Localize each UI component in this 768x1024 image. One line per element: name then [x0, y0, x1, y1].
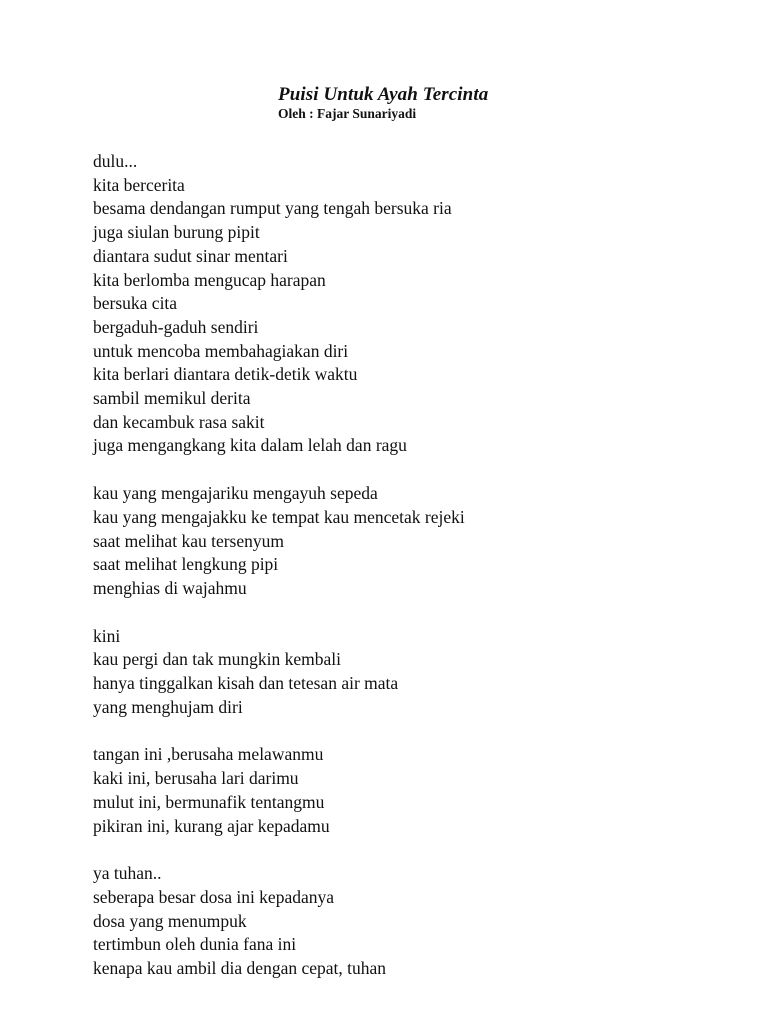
poem-line: kau yang mengajariku mengayuh sepeda [93, 483, 378, 504]
poem-line: diantara sudut sinar mentari [93, 245, 288, 266]
poem-line: bergaduh-gaduh sendiri [93, 316, 259, 337]
stanza-5 [93, 862, 465, 981]
poem-line: kita berlomba mengucap harapan [93, 269, 326, 290]
poem-line: tertimbun oleh dunia fana ini [93, 934, 297, 955]
poem-line: dosa yang menumpuk [93, 910, 247, 931]
poem-line: pikiran ini, kurang ajar kepadamu [93, 815, 330, 836]
poem-line: yang menghujam diri [93, 696, 243, 717]
poem-line: kenapa kau ambil dia dengan cepat, tuhan [93, 958, 387, 979]
poem-line: menghias di wajahmu [93, 577, 247, 598]
poem-line: kau yang mengajakku ke tempat kau mencetak rejeki [93, 506, 465, 527]
poem-line: dulu... [93, 151, 138, 171]
poem-title: Puisi Untuk Ayah Tercinta [278, 84, 489, 105]
poem-line: kau pergi dan tak mungkin kembali [93, 649, 342, 670]
poem-line: untuk mencoba membahagiakan diri [93, 340, 349, 361]
poem-line: ya tuhan.. [93, 863, 162, 884]
poem-line: besama dendangan rumput yang tengah bersuka ria [93, 198, 452, 219]
poem-line: kita berlari diantara detik-detik waktu [93, 364, 358, 385]
poem-body [93, 150, 465, 1005]
poem-line: kaki ini, berusaha lari darimu [93, 768, 299, 789]
stanza-3 [93, 625, 465, 720]
poem-author: Oleh : Fajar Sunariyadi [278, 106, 417, 121]
poem-line: saat melihat kau tersenyum [93, 530, 284, 551]
poem-line: mulut ini, bermunafik tentangmu [93, 791, 325, 812]
poem-line: saat melihat lengkung pipi [93, 554, 279, 575]
poem-line: tangan ini ,berusaha melawanmu [93, 744, 324, 765]
poem-line: bersuka cita [93, 293, 178, 314]
poem-line: kini [93, 625, 121, 646]
poem-line: kita bercerita [93, 174, 185, 195]
stanza-4 [93, 743, 465, 838]
poem-line: juga mengangkang kita dalam lelah dan ragu [93, 435, 407, 456]
stanza-1 [93, 150, 465, 458]
poem-line: juga siulan burung pipit [93, 222, 260, 243]
poem-line: seberapa besar dosa ini kepadanya [93, 886, 335, 907]
poem-header [278, 84, 488, 122]
poem-line: sambil memikul derita [93, 388, 251, 409]
poem-line: hanya tinggalkan kisah dan tetesan air mata [93, 673, 399, 694]
stanza-2 [93, 482, 465, 601]
poem-line: dan kecambuk rasa sakit [93, 411, 265, 432]
